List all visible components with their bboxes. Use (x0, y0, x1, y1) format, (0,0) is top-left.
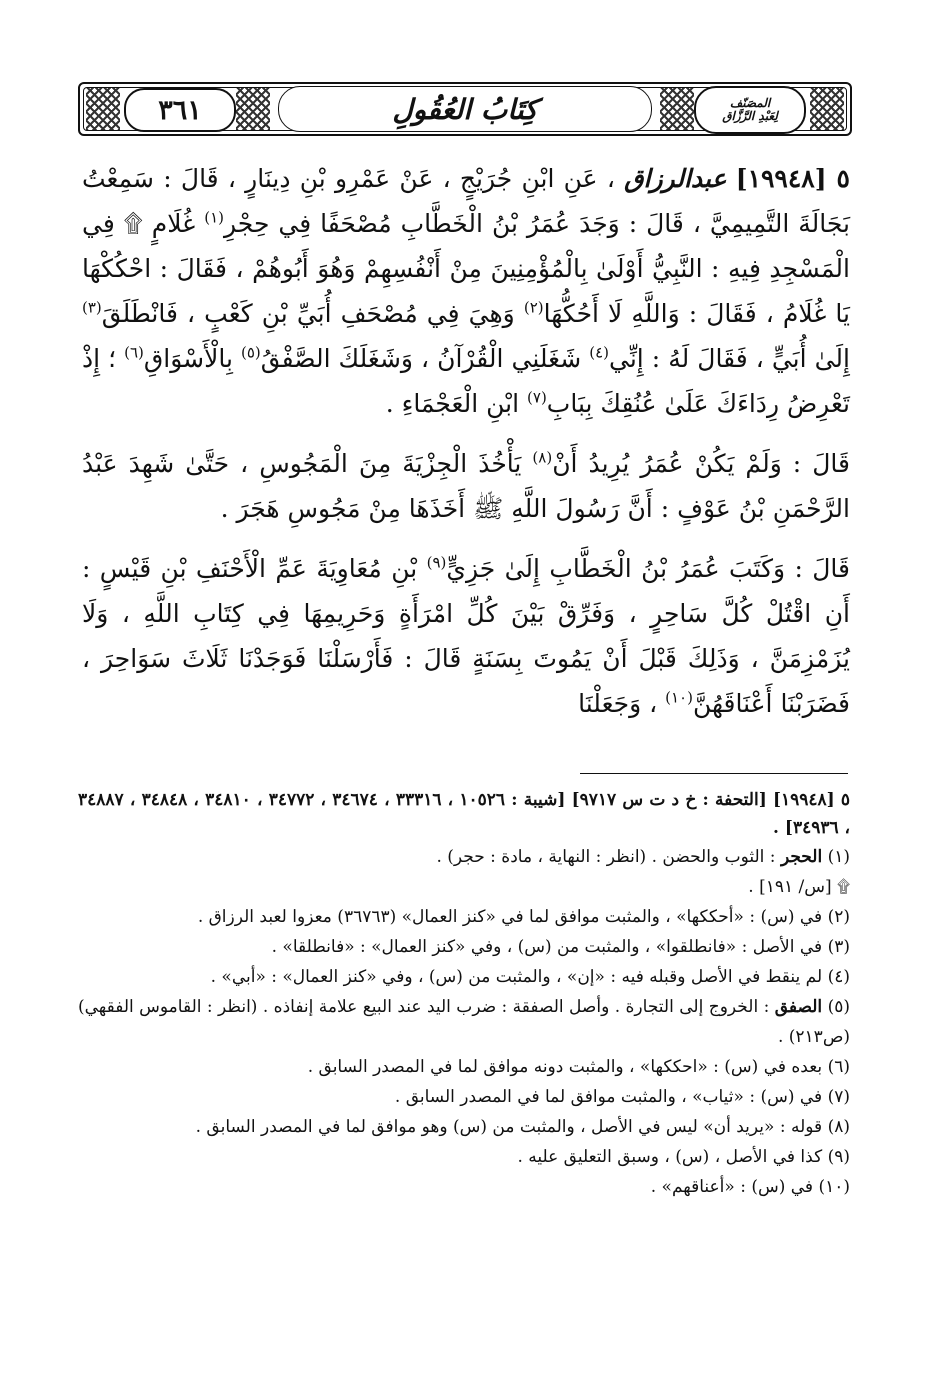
logo-line-2: لِعَبْدِ الرَّزَّاق (722, 109, 778, 123)
text-segment: بْنِ مُعَاوِيَةَ عَمِّ الْأَحْنَفِ بْنِ قَيْسٍ : أَنِ اقْتُلْ كُلَّ سَاحِرٍ ، وَفَرِّقْ بَيْنَ كُلِّ امْرَأَةٍ وَحَرِيمِهَا فِي كِتَابِ اللَّهِ ، وَلَا يُزَمْزِمَنَّ ، وَذَلِكَ قَبْلَ أَنْ يَمُوتَ بِسَنَةٍ قَالَ : فَأَرْسَلْنَا فَوَجَدْنَا ثَلَاثَ سَوَاحِرَ ، فَضَرَبْنَا أَعْنَاقَهُنَّ (82, 554, 850, 718)
text-segment: ؛ إِذْ تَعْرِضُ رِدَاءَكَ عَلَىٰ عُنُقِكَ بِبَابِ (82, 344, 850, 418)
footnote-ref-3[interactable]: (٣) (82, 298, 102, 317)
footnote-8: (٨) قوله : «يريد أن» ليس في الأصل ، والمثبت من (س) وهو موافق لما في المصدر السابق . (195, 1117, 850, 1137)
footnote-ref-10[interactable]: (١٠) (665, 688, 693, 707)
footnote-keyword: الصفق (774, 997, 823, 1017)
text-segment: بِالْأَسْوَاقِ (143, 344, 233, 373)
footnote-number: (٥) (827, 997, 851, 1017)
chapter-title-box (278, 86, 652, 132)
footnote-keyword: الحجر (780, 847, 823, 867)
source-reference: ٥ [١٩٩٤٨] [التحفة : خ د ت س ٩٧١٧] [شيبة : ١٠٥٢٦ ، ٣٣٣١٦ ، ٣٤٦٧٤ ، ٣٤٧٧٢ ، ٣٤٨١٠ ، ٣٤٨٤٨ ، ٣٤٨٨٧ ، ٣٤٩٣٦] . (78, 790, 851, 838)
footnote-9: (٩) كذا في الأصل ، (س) ، وسبق التعليق عليه . (517, 1147, 850, 1167)
footnote-2: (٢) في (س) : «أحككها» ، والمثبت موافق لما في «كنز العمال» (٣٦٧٦٣) معزوا لعبد الرزاق . (197, 907, 850, 927)
chapter-title: كِتَابُ العُقُولِ (392, 92, 538, 126)
text-segment: قَالَ : وَكَتَبَ عُمَرُ بْنُ الْخَطَّابِ إِلَىٰ جَزِيٍّ (446, 554, 850, 583)
book-logo (694, 86, 806, 134)
footnote-text: : الخروج إلى التجارة . وأصل الصفقة : ضرب اليد عند البيع علامة إنفاذه . (انظر : القاموس الفقهي) (ص٢١٣) . (78, 997, 850, 1047)
page-header (78, 82, 852, 136)
footnote-5 (78, 992, 850, 1052)
hadith-paragraph-3 (82, 546, 850, 726)
page-marker-note: ۩ [س/ ١٩١] . (748, 877, 850, 897)
footnote-1 (78, 842, 850, 872)
hadith-number: ٥ [١٩٩٤٨] (735, 164, 850, 193)
footnote-ref-2[interactable]: (٢) (523, 298, 544, 317)
footnote-10: (١٠) في (س) : «أعناقهم» . (650, 1177, 850, 1197)
text-segment: وَهِيَ فِي مُصْحَفِ أُبَيِّ بْنِ كَعْبٍ ، فَانْطَلَقَ (101, 299, 515, 328)
footnote-3: (٣) في الأصل : «فانطلقوا» ، والمثبت من (س) ، وفي «كنز العمال» : «فانطلقا» . (271, 937, 850, 957)
footnotes (78, 786, 850, 1202)
text-segment: قَالَ : وَلَمْ يَكُنْ عُمَرُ يُرِيدُ أَنْ (552, 449, 850, 478)
ornament-left-outer (86, 88, 120, 130)
footnote-ref-1[interactable]: (١) (204, 208, 225, 227)
footnote-4: (٤) لم ينقط في الأصل وقبله فيه : «إن» ، والمثبت من (س) ، وفي «كنز العمال» : «أبي» . (210, 967, 850, 987)
narrator-name: عبدالرزاق (624, 164, 727, 193)
footnote-ref-6[interactable]: (٦) (124, 343, 144, 362)
hadith-paragraph-2 (82, 441, 850, 531)
footnote-7: (٧) في (س) : «ثياب» ، والمثبت موافق لما في المصدر السابق . (394, 1087, 850, 1107)
text-segment: ابْنِ الْعَجْمَاءِ . (385, 389, 520, 418)
page-number: ٣٦١ (158, 94, 202, 126)
footnote-ref-7[interactable]: (٧) (527, 388, 547, 407)
text-segment: إِلَىٰ أُبَيٍّ ، فَقَالَ لَهُ : إِنِّي (608, 344, 850, 373)
text-segment: شَغَلَنِي الْقُرْآنُ ، وَشَغَلَكَ الصَّفْقُ (260, 344, 582, 373)
footnote-number: (١) (827, 847, 850, 867)
footnote-divider (580, 773, 848, 774)
ornament-right-inner (660, 88, 694, 130)
main-text (82, 156, 850, 726)
footnote-ref-4[interactable]: (٤) (589, 343, 609, 362)
footnote-text: : الثوب والحضن . (انظر : النهاية ، مادة : حجر) . (436, 847, 776, 867)
footnote-ref-8[interactable]: (٨) (532, 448, 553, 467)
ornament-right-outer (810, 88, 844, 130)
text-segment: ، وَجَعَلْنَا (578, 689, 658, 718)
footnote-ref-5[interactable]: (٥) (241, 343, 261, 362)
text-segment: غُلَامٍ ۩ فِي الْمَسْجِدِ فِيهِ : النَّبِيُّ أَوْلَىٰ بِالْمُؤْمِنِينَ مِنْ أَنْفُسِهِمْ وَهُوَ أَبُوهُمْ ، فَقَالَ : احْكُكْهَا يَا غُلَامُ ، فَقَالَ : وَاللَّهِ لَا أَحُكُّهَا (82, 209, 850, 328)
text-segment: ، عَنِ ابْنِ جُرَيْجٍ ، عَنْ عَمْرِو بْنِ دِينَارٍ ، قَالَ : سَمِعْتُ بَجَالَةَ التَّمِيمِيَّ ، قَالَ : وَجَدَ عُمَرُ بْنُ الْخَطَّابِ مُصْحَفًا فِي حِجْرِ (82, 164, 851, 238)
text-segment: يَأْخُذَ الْجِزْيَةَ مِنَ الْمَجُوسِ ، حَتَّىٰ شَهِدَ عَبْدُ الرَّحْمَنِ بْنُ عَوْفٍ : أَنَّ رَسُولَ اللَّهِ ﷺ أَخَذَهَا مِنْ مَجُوسِ هَجَرَ . (82, 449, 850, 523)
ornament-left-inner (236, 88, 270, 130)
footnote-ref-9[interactable]: (٩) (426, 553, 447, 572)
footnote-6: (٦) بعده في (س) : «احككها» ، والمثبت دونه موافق لما في المصدر السابق . (307, 1057, 850, 1077)
logo-line-1: المصَنّف (729, 96, 771, 111)
hadith-paragraph-1 (82, 156, 850, 426)
page-number-box (124, 88, 236, 132)
